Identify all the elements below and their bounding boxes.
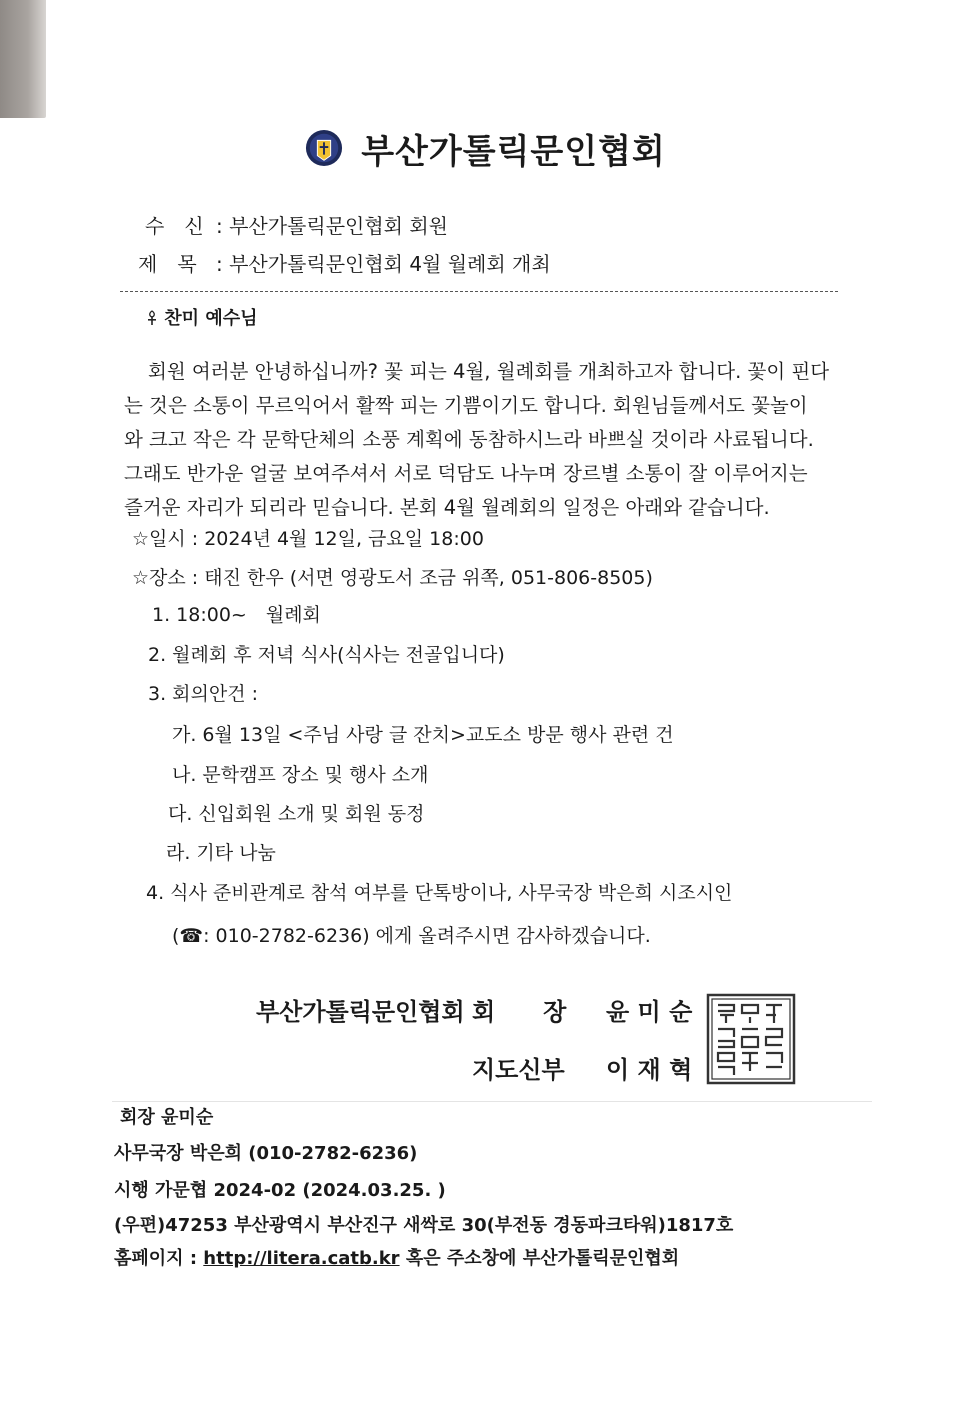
body-line: 그래도 반가운 얼굴 보여주셔서 서로 덕담도 나누며 장르별 소통이 잘 이루어지는: [124, 462, 808, 485]
agenda-item: 2. 월례회 후 저녁 식사(식사는 전골입니다): [148, 644, 505, 666]
official-seal-icon: [706, 993, 796, 1085]
footer-document-number: 시행 가문협 2024-02 (2024.03.25. ): [114, 1180, 446, 1201]
body-line: 회원 여러분 안녕하십니까? 꽃 피는 4월, 월례회를 개최하고자 합니다. 꽃이 핀다: [148, 360, 830, 383]
agenda-subitem: 가. 6월 13일 <주님 사랑 글 잔치>교도소 방문 행사 관련 건: [172, 724, 674, 746]
footer-president: 회장 윤미순: [120, 1107, 214, 1128]
president-title: 회 장: [472, 998, 567, 1026]
body-paragraph: [124, 355, 852, 525]
schedule-place: ☆장소 : 태진 한우 (서면 영광도서 조금 위쪽, 051-806-8505): [132, 567, 653, 589]
schedule-date: ☆일시 : 2024년 4월 12일, 금요일 18:00: [132, 528, 484, 550]
signature-organization: 부산가톨릭문인협회: [256, 998, 465, 1026]
salutation: [146, 304, 258, 330]
homepage-suffix: 혹은 주소창에 부산가톨릭문인협회: [399, 1248, 680, 1269]
subject-label: 제 목: [138, 252, 197, 276]
homepage-link[interactable]: http://litera.catb.kr: [203, 1248, 400, 1269]
footer-address: (우편)47253 부산광역시 부산진구 새싹로 30(부전동 경동파크타워)1817호: [114, 1215, 734, 1236]
contact-phone: (☎: 010-2782-6236) 에게 올려주시면 감사하겠습니다.: [172, 925, 651, 947]
body-line: 즐거운 자리가 되리라 믿습니다. 본회 4월 월례회의 일정은 아래와 같습니다.: [124, 496, 770, 519]
president-name: 윤 미 순: [606, 998, 693, 1026]
scan-corner-shadow: [0, 0, 46, 118]
agenda-item: 1. 18:00~ 월례회: [152, 604, 321, 626]
footer-homepage: [114, 1244, 679, 1270]
agenda-subitem: 다. 신입회원 소개 및 회원 동정: [168, 803, 425, 825]
subject-value: : 부산가톨릭문인협회 4월 월례회 개최: [216, 252, 551, 276]
association-logo-icon: [305, 129, 343, 167]
footer-rule: [112, 1101, 872, 1102]
header-divider: [120, 291, 838, 292]
document-header: [0, 120, 971, 176]
salutation-text: 찬미 예수님: [164, 308, 258, 329]
agenda-item: 3. 회의안건 :: [148, 683, 259, 705]
agenda-item: 4. 식사 준비관계로 참석 여부를 단톡방이나, 사무국장 박은희 시조시인: [146, 882, 733, 904]
body-line: 와 크고 작은 각 문학단체의 소풍 계획에 동참하시느라 바쁘실 것이라 사료됩니다.: [124, 428, 814, 451]
footer-secretary: 사무국장 박은희 (010-2782-6236): [114, 1143, 418, 1164]
organization-title: 부산가톨릭문인협회: [361, 131, 666, 172]
body-line: 는 것은 소통이 무르익어서 활짝 피는 기쁨이기도 합니다. 회원님들께서도 꽃놀이: [124, 394, 808, 417]
homepage-label: 홈페이지 :: [114, 1248, 204, 1269]
cross-icon: [146, 310, 158, 326]
priest-title: 지도신부: [472, 1056, 565, 1084]
agenda-subitem: 라. 기타 나눔: [166, 842, 276, 864]
recipient-label: 수 신: [145, 214, 204, 238]
priest-name: 이 재 혁: [606, 1056, 693, 1084]
agenda-subitem: 나. 문학캠프 장소 및 행사 소개: [172, 764, 429, 786]
recipient-value: : 부산가톨릭문인협회 회원: [216, 214, 448, 238]
